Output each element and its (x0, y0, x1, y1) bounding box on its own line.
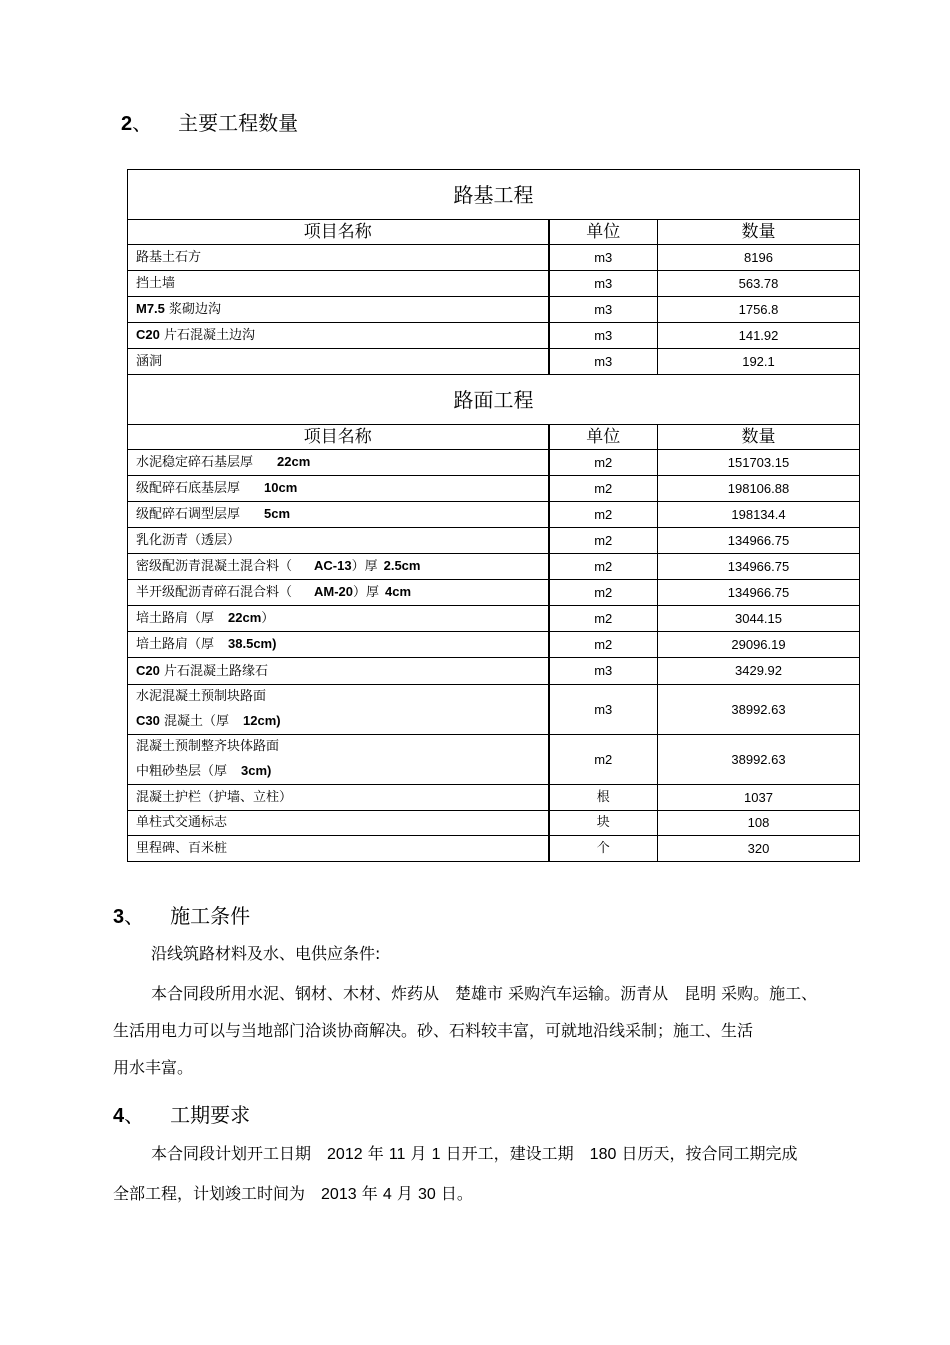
row-qty: 134966.75 (658, 554, 860, 580)
paragraph-line: 本合同段计划开工日期 2012 年 11 月 1 日开工，建设工期 180 日历天，按合同工期完成 (151, 1144, 798, 1163)
section-number: 3 (113, 906, 125, 928)
quantity-table (127, 169, 860, 862)
header-unit: 单位 (549, 425, 658, 450)
table-row (128, 658, 860, 685)
row-qty: 198106.88 (658, 476, 860, 502)
table-row (128, 554, 860, 580)
row-unit: 根 (549, 785, 658, 811)
row-qty: 563.78 (658, 271, 860, 297)
row-qty: 192.1 (658, 349, 860, 375)
row-name: M7.5 浆砌边沟 (128, 297, 549, 323)
table-row (128, 245, 860, 271)
row-unit: m2 (549, 735, 658, 785)
row-qty: 3044.15 (658, 606, 860, 632)
section-separator: 、 (124, 904, 145, 928)
row-qty: 198134.4 (658, 502, 860, 528)
row-qty: 134966.75 (658, 528, 860, 554)
paragraph-line: 生活用电力可以与当地部门洽谈协商解决。砂、石料较丰富，可就地沿线采制；施工、生活 (113, 1021, 754, 1040)
header-qty: 数量 (658, 425, 860, 450)
table-row (128, 349, 860, 375)
row-unit: m2 (549, 554, 658, 580)
row-unit: m2 (549, 606, 658, 632)
row-name: 密级配沥青混凝土混合料（ AC-13）厚 2.5cm (128, 554, 549, 580)
row-unit: m2 (549, 580, 658, 606)
row-unit: m3 (549, 271, 658, 297)
table-row (128, 297, 860, 323)
paragraph-line: 本合同段所用水泥、钢材、木材、炸药从 楚雄市 采购汽车运输。沥青从 昆明 采购。施工、 (151, 984, 818, 1003)
subgrade-title: 路基工程 (128, 170, 860, 220)
table-row (128, 450, 860, 476)
row-qty: 320 (658, 836, 860, 862)
table-row (128, 323, 860, 349)
row-unit: m2 (549, 502, 658, 528)
table-header (128, 425, 860, 450)
table-row (128, 836, 860, 862)
section-title: 施工条件 (170, 904, 251, 928)
row-name: 培土路肩（厚 22cm） (128, 606, 549, 632)
section-separator: 、 (132, 111, 153, 135)
row-name: 级配碎石调型层厚 5cm (128, 502, 549, 528)
paragraph-line: 用水丰富。 (113, 1058, 194, 1077)
row-name: 水泥稳定碎石基层厚 22cm (128, 450, 549, 476)
section-title: 工期要求 (170, 1103, 251, 1127)
header-qty: 数量 (658, 220, 860, 245)
row-qty: 8196 (658, 245, 860, 271)
row-unit: m3 (549, 323, 658, 349)
row-qty: 38992.63 (658, 735, 860, 785)
row-unit: m2 (549, 528, 658, 554)
row-name: 涵洞 (128, 349, 549, 375)
row-unit: m2 (549, 450, 658, 476)
row-name: 路基土石方 (128, 245, 549, 271)
table-row (128, 811, 860, 836)
row-name: 单柱式交通标志 (128, 811, 549, 836)
header-name: 项目名称 (128, 425, 549, 450)
row-name: 混凝土预制整齐块体路面 中粗砂垫层（厚 3cm) (128, 735, 549, 785)
row-unit: m3 (549, 685, 658, 735)
row-qty: 1037 (658, 785, 860, 811)
paragraph-line: 全部工程，计划竣工时间为 2013 年 4 月 30 日。 (113, 1184, 473, 1203)
row-qty: 3429.92 (658, 658, 860, 685)
pavement-title: 路面工程 (128, 375, 860, 425)
row-unit: 块 (549, 811, 658, 836)
header-name: 项目名称 (128, 220, 549, 245)
row-unit: m2 (549, 476, 658, 502)
header-unit: 单位 (549, 220, 658, 245)
row-qty: 141.92 (658, 323, 860, 349)
row-name: C20 片石混凝土边沟 (128, 323, 549, 349)
row-name: C20 片石混凝土路缘石 (128, 658, 549, 685)
row-name: 混凝土护栏（护墙、立柱） (128, 785, 549, 811)
row-unit: m3 (549, 349, 658, 375)
section-2-heading (121, 107, 298, 136)
row-name: 挡土墙 (128, 271, 549, 297)
row-qty: 29096.19 (658, 632, 860, 658)
table-row (128, 785, 860, 811)
row-name: 水泥混凝土预制块路面 C30 混凝土（厚 12cm) (128, 685, 549, 735)
row-name: 乳化沥青（透层） (128, 528, 549, 554)
row-unit: m3 (549, 245, 658, 271)
row-unit: m2 (549, 632, 658, 658)
row-name: 培土路肩（厚 38.5cm) (128, 632, 549, 658)
row-name: 级配碎石底基层厚 10cm (128, 476, 549, 502)
section-title: 主要工程数量 (178, 111, 299, 135)
row-unit: m3 (549, 658, 658, 685)
table-row (128, 685, 860, 735)
table-row (128, 271, 860, 297)
table-row (128, 580, 860, 606)
table-row (128, 502, 860, 528)
section-3-heading (113, 900, 250, 929)
row-qty: 134966.75 (658, 580, 860, 606)
section-number: 4 (113, 1105, 125, 1127)
paragraph: 沿线筑路材料及水、电供应条件: (151, 944, 381, 963)
section-number: 2 (121, 113, 133, 135)
row-name: 里程碑、百米桩 (128, 836, 549, 862)
table-row (128, 606, 860, 632)
row-qty: 38992.63 (658, 685, 860, 735)
section-separator: 、 (124, 1103, 145, 1127)
table-header (128, 220, 860, 245)
table-row (128, 528, 860, 554)
section-4-heading (113, 1099, 250, 1128)
row-name: 半开级配沥青碎石混合料（ AM-20）厚 4cm (128, 580, 549, 606)
row-qty: 151703.15 (658, 450, 860, 476)
row-qty: 108 (658, 811, 860, 836)
row-unit: m3 (549, 297, 658, 323)
table-row (128, 476, 860, 502)
row-unit: 个 (549, 836, 658, 862)
row-qty: 1756.8 (658, 297, 860, 323)
table-row (128, 735, 860, 785)
table-row (128, 632, 860, 658)
